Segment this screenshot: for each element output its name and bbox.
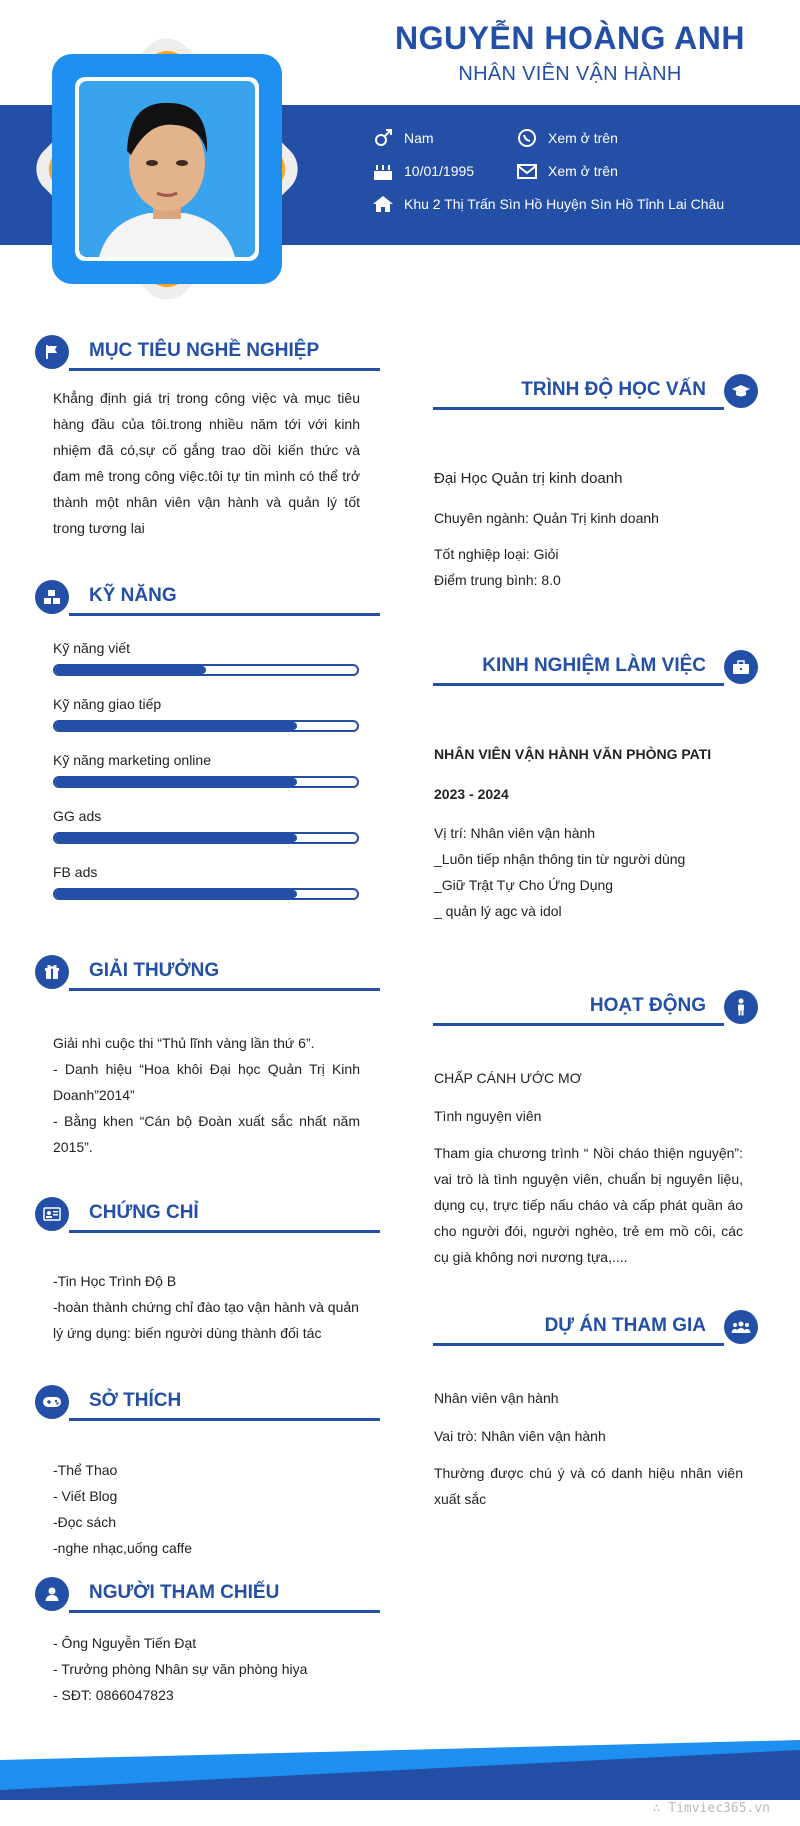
cubes-icon (35, 580, 69, 614)
reference-item: - SĐT: 0866047823 (53, 1687, 174, 1703)
activity-description: Tham gia chương trình “ Nồi cháo thiện nguyện”: vai trò là tình nguyện viên, chuẩn bị nguyên liệu, dụng cụ, trực tiếp nấu cháo và cấp phát quần áo cho người đói, người nghèo, trẻ em mồ côi, các cụ già không nơi nương tựa,.... (434, 1145, 743, 1265)
section-underline (69, 613, 380, 616)
references-content (53, 1630, 360, 1708)
gender-icon (372, 128, 394, 148)
section-title: GIẢI THƯỞNG (89, 960, 220, 981)
phone-info (516, 128, 618, 148)
experience-item: Vị trí: Nhân viên vận hành (434, 825, 596, 841)
gamepad-icon (35, 1385, 69, 1419)
email-info (516, 161, 618, 181)
home-icon (372, 194, 394, 214)
certificate-item: -hoàn thành chứng chỉ đào tạo vận hành và quản lý ứng dụng: biến người dùng thành đối tác (53, 1299, 359, 1341)
birthday-info (372, 161, 474, 181)
hobby-item: - Viết Blog (53, 1488, 118, 1504)
section-title: KINH NGHIỆM LÀM VIỆC (482, 655, 706, 676)
project-name: Nhân viên vận hành (434, 1390, 559, 1406)
skill-bar (53, 888, 359, 900)
skill-bar (53, 832, 359, 844)
address-info (372, 194, 724, 214)
skill-label: GG ads (53, 808, 102, 824)
section-hobbies (35, 1385, 380, 1425)
avatar (79, 81, 255, 257)
skill-bar-fill (55, 778, 297, 786)
certificate-item: -Tin Học Trình Độ B (53, 1273, 177, 1289)
skill-bar (53, 664, 359, 676)
hobby-item: -Thể Thao (53, 1462, 118, 1478)
section-underline (69, 988, 380, 991)
envelope-icon (516, 161, 538, 181)
reference-item: - Trưởng phòng Nhân sự văn phòng hiya (53, 1661, 308, 1677)
gender-info (372, 128, 434, 148)
candidate-name: NGUYỄN HOÀNG ANH (395, 20, 745, 56)
reference-item: - Ông Nguyễn Tiến Đạt (53, 1635, 197, 1651)
id-card-icon (35, 1197, 69, 1231)
experience-item: _ quản lý agc và idol (434, 903, 562, 919)
section-underline (69, 1610, 380, 1613)
awards-content (53, 1030, 360, 1160)
experience-item: _Giữ Trật Tự Cho Ứng Dụng (434, 877, 614, 893)
hobby-item: -nghe nhạc,uống caffe (53, 1540, 193, 1556)
education-gpa: Điểm trung bình: 8.0 (434, 572, 561, 588)
section-title: MỤC TIÊU NGHỀ NGHIỆP (89, 340, 320, 361)
gender-value: Nam (404, 130, 434, 146)
section-underline (433, 1343, 724, 1346)
section-title: SỞ THÍCH (89, 1390, 182, 1411)
section-title: DỰ ÁN THAM GIA (544, 1315, 706, 1336)
section-underline (433, 1023, 724, 1026)
project-description: Thường được chú ý và có danh hiệu nhân viên xuất sắc (434, 1465, 743, 1507)
birthday-value: 10/01/1995 (404, 163, 475, 179)
skill-label: Kỹ năng marketing online (53, 752, 211, 768)
skill-label: Kỹ năng viết (53, 640, 131, 656)
section-underline (69, 368, 380, 371)
education-grade: Tốt nghiệp loại: Giỏi (434, 546, 559, 562)
certificates-content (53, 1268, 360, 1346)
birthday-cake-icon (372, 161, 394, 181)
email-value: Xem ở trên (548, 163, 618, 179)
watermark-text: Timviec365.vn (668, 1801, 770, 1816)
skill-bar (53, 776, 359, 788)
award-item: - Bằng khen “Cán bộ Đoàn xuất sắc nhất năm 2015”. (53, 1113, 360, 1155)
skill-bar-fill (55, 834, 297, 842)
skill-label: Kỹ năng giao tiếp (53, 696, 162, 712)
gift-icon (35, 955, 69, 989)
section-projects (433, 1310, 758, 1350)
award-item: Giải nhì cuộc thi “Thủ lĩnh vàng lần thứ 6”. (53, 1035, 315, 1051)
education-major: Chuyên ngành: Quản Trị kinh doanh (434, 510, 659, 526)
section-objective (35, 335, 380, 375)
users-group-icon (724, 1310, 758, 1344)
hobbies-content (53, 1457, 360, 1561)
section-education (433, 374, 758, 414)
phone-icon (516, 128, 538, 148)
briefcase-icon (724, 650, 758, 684)
watermark: ∴ Timviec365.vn (652, 1801, 770, 1816)
section-title: KỸ NĂNG (89, 585, 177, 606)
section-references (35, 1577, 380, 1617)
footer-decoration (0, 1740, 800, 1800)
section-awards (35, 955, 380, 995)
skill-bar-fill (55, 722, 297, 730)
award-item: - Danh hiệu “Hoa khôi Đại học Quản Trị Kinh Doanh”2014” (53, 1061, 360, 1103)
section-underline (433, 407, 724, 410)
section-title: CHỨNG CHỈ (89, 1202, 199, 1223)
experience-company: NHÂN VIÊN VẬN HÀNH VĂN PHÒNG PATI (434, 746, 712, 762)
activity-name: CHẤP CÁNH ƯỚC MƠ (434, 1070, 582, 1086)
section-skills (35, 580, 380, 620)
hobby-item: -Đọc sách (53, 1514, 117, 1530)
section-experience (433, 650, 758, 690)
skill-bar (53, 720, 359, 732)
section-activities (433, 990, 758, 1030)
activity-role: Tình nguyện viên (434, 1108, 542, 1124)
address-value: Khu 2 Thị Trấn Sìn Hồ Huyện Sìn Hồ Tỉnh Lai Châu (404, 196, 725, 212)
skill-label: FB ads (53, 864, 98, 880)
graduation-cap-icon (724, 374, 758, 408)
experience-period: 2023 - 2024 (434, 786, 509, 802)
section-title: HOẠT ĐỘNG (589, 995, 706, 1016)
section-underline (69, 1418, 380, 1421)
education-school: Đại Học Quản trị kinh doanh (434, 470, 623, 487)
section-underline (433, 683, 724, 686)
skill-bar-fill (55, 890, 297, 898)
objective-text: Khẳng định giá trị trong công việc và mục tiêu hàng đầu của tôi.trong nhiều năm tới với kinh nhiệm đã có,sự cố gắng trao dồi kiến thức và đam mê trong công việc.tôi tự tin mình có thể trở thành một nhân viên vận hành và quản lý tốt trong tương lai (53, 390, 360, 536)
section-certificates (35, 1197, 380, 1237)
user-icon (35, 1577, 69, 1611)
candidate-role: NHÂN VIÊN VẬN HÀNH (458, 63, 682, 85)
skill-bar-fill (55, 666, 206, 674)
person-icon (724, 990, 758, 1024)
profile-photo-frame (22, 24, 312, 314)
phone-value: Xem ở trên (548, 130, 618, 146)
experience-details (434, 820, 754, 924)
section-underline (69, 1230, 380, 1233)
section-title: NGƯỜI THAM CHIẾU (89, 1582, 280, 1603)
experience-item: _Luôn tiếp nhận thông tin từ người dùng (434, 851, 686, 867)
flag-icon (35, 335, 69, 369)
project-role: Vai trò: Nhân viên vận hành (434, 1428, 606, 1444)
section-title: TRÌNH ĐỘ HỌC VẤN (521, 379, 706, 400)
